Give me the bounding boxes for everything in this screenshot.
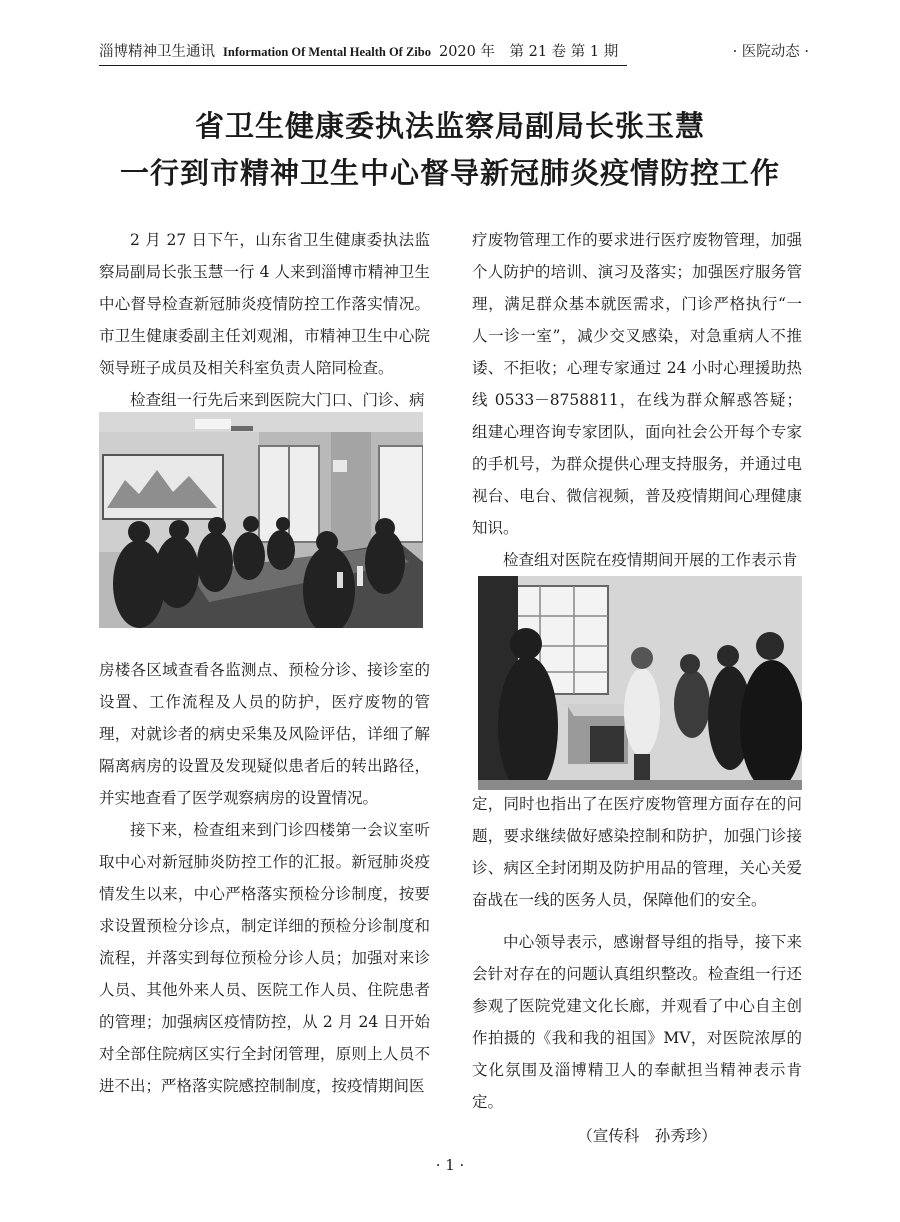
page-number: · 1 · — [435, 1156, 465, 1174]
running-header — [99, 40, 627, 66]
paragraph-2-continued: 房楼各区域查看各监测点、预检分诊、接诊室的设置、工作流程及人员的防护，医疗废物的管理，对就诊者的病史采集及风险评估，详细了解隔离病房的设置及发现疑似患者后的转出路径，并实地查看了医学观察病房的设置情况。 — [99, 661, 430, 807]
journal-name: 淄博精神卫生通讯 — [99, 44, 215, 60]
paragraph-3-continued: 疗废物管理工作的要求进行医疗废物管理，加强个人防护的培训、演习及落实；加强医疗服务管理，满足群众基本就医需求，门诊严格执行“一人一诊一室”，减少交叉感染，对急重病人不推诿、不拒收；心理专家通过 24 小时心理援助热线 0533－8758811，在线为群众解惑答疑；组建心理咨询专家团队，面向社会公开每个专家的手机号，为群众提供心理支持服务，并通过电视台、电台、微信视频，普及疫情期间心理健康知识。 — [472, 231, 802, 537]
inspection-photo — [478, 576, 802, 790]
right-column-bottom — [472, 788, 802, 1152]
issue-info: 2020 年 第 21 卷 第 1 期 — [438, 44, 619, 60]
paragraph-4-continued: 定，同时也指出了在医疗废物管理方面存在的问题，要求继续做好感染控制和防护，加强门诊接诊、病区全封闭期及防护用品的管理，关心关爱奋战在一线的医务人员，保障他们的安全。 — [472, 795, 802, 909]
article-title-line-1: 省卫生健康委执法监察局副局长张玉慧 — [194, 109, 705, 143]
paragraph-3: 接下来，检查组来到门诊四楼第一会议室听取中心对新冠肺炎防控工作的汇报。新冠肺炎疫情发生以来，中心严格落实预检分诊制度，按要求设置预检分诊点，制定详细的预检分诊制度和流程，并落实到每位预检分诊人员；加强对来诊人员、其他外来人员、医院工作人员、住院患者的管理；加强病区疫情防控，从 2 月 24 日开始对全部住院病区实行全封闭管理，原则上人员不进不出；严格落实院感控制制度，按疫情期间医 — [99, 821, 430, 1095]
article-title-line-2: 一行到市精神卫生中心督导新冠肺炎疫情防控工作 — [119, 156, 780, 190]
paragraph-4-start: 检查组对医院在疫情期间开展的工作表示肯 — [503, 551, 798, 569]
paragraph-1: 2 月 27 日下午，山东省卫生健康委执法监察局副局长张玉慧一行 4 人来到淄博市精神卫生中心督导检查新冠肺炎疫情防控工作落实情况。市卫生健康委副主任刘观湘，市精神卫生中心院领导班子成员及相关科室负责人陪同检查。 — [99, 231, 430, 377]
paragraph-5: 中心领导表示，感谢督导组的指导，接下来会针对存在的问题认真组织整改。检查组一行还参观了医院党建文化长廊，并观看了中心自主创作拍摄的《我和我的祖国》MV，对医院浓厚的文化氛围及淄博精卫人的奉献担当精神表示肯定。 — [472, 933, 802, 1111]
signature: （宣传科 孙秀珍） — [577, 1127, 717, 1145]
section-label: · 医院动态 · — [732, 44, 809, 60]
meeting-photo — [99, 412, 423, 628]
right-column-top — [472, 224, 802, 576]
paragraph-2-start: 检查组一行先后来到医院大门口、门诊、病 — [130, 391, 425, 409]
left-column-top — [99, 224, 430, 416]
left-column-bottom — [99, 654, 430, 1102]
journal-name-en: Information Of Mental Health Of Zibo — [223, 45, 431, 59]
